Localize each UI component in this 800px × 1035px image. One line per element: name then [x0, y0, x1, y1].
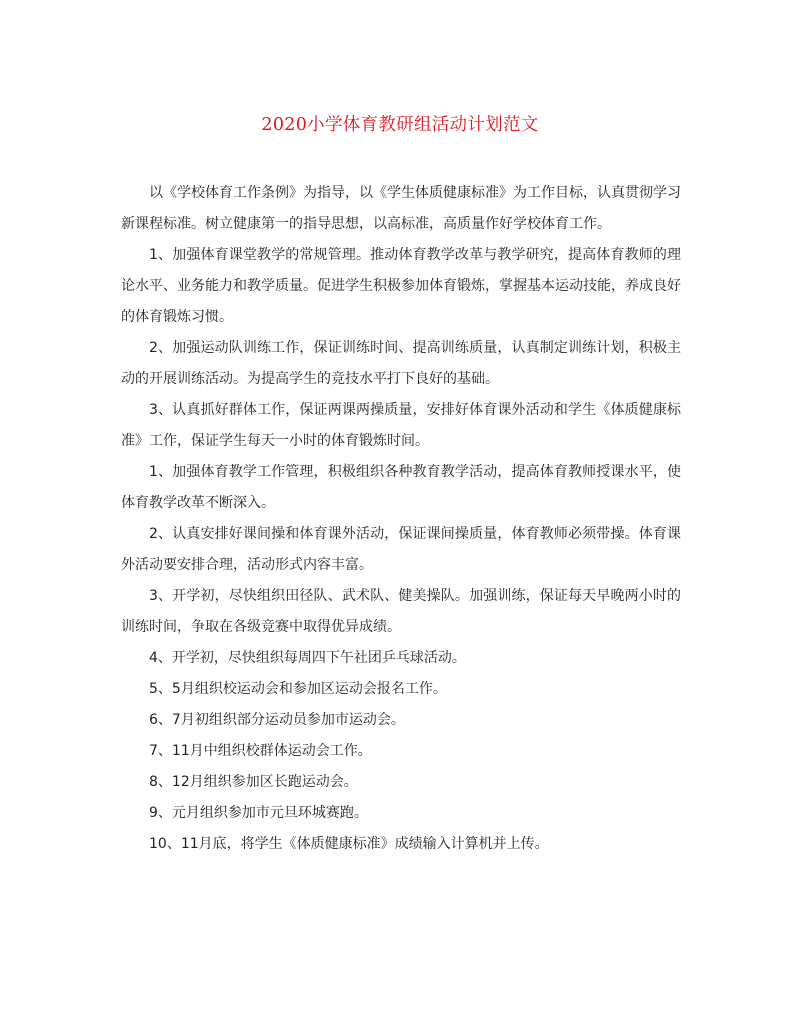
paragraph-item: 2、加强运动队训练工作，保证训练时间、提高训练质量，认真制定训练计划，积极主动的开展训练活动。为提高学生的竞技水平打下良好的基础。: [121, 340, 681, 387]
paragraph-item: 9、元月组织参加市元旦环城赛跑。: [149, 805, 368, 821]
paragraph-item: 3、认真抓好群体工作，保证两课两操质量，安排好体育课外活动和学生《体质健康标准》工作，保证学生每天一小时的体育锻炼时间。: [121, 402, 681, 449]
paragraph-item: 7、11月中组织校群体运动会工作。: [149, 743, 372, 759]
paragraph-item: 5、5月组织校运动会和参加区运动会报名工作。: [149, 681, 447, 697]
paragraph-item: 8、12月组织参加区长跑运动会。: [149, 774, 358, 790]
paragraph-item: 4、开学初，尽快组织每周四下午社团乒乓球活动。: [149, 650, 466, 666]
paragraph-item: 6、7月初组织部分运动员参加市运动会。: [149, 712, 405, 728]
paragraph-intro: 以《学校体育工作条例》为指导，以《学生体质健康标准》为工作目标，认真贯彻学习新课程标准。树立健康第一的指导思想，以高标准，高质量作好学校体育工作。: [121, 185, 681, 232]
paragraph-item: 10、11月底，将学生《体质健康标准》成绩输入计算机并上传。: [149, 836, 549, 852]
document-body: [121, 178, 681, 860]
paragraph-item: 1、加强体育课堂教学的常规管理。推动体育教学改革与教学研究，提高体育教师的理论水平、业务能力和教学质量。促进学生积极参加体育锻炼，掌握基本运动技能，养成良好的体育锻炼习惯。: [121, 247, 681, 325]
paragraph-item: 3、开学初，尽快组织田径队、武术队、健美操队。加强训练，保证每天早晚两小时的训练时间，争取在各级竞赛中取得优异成绩。: [121, 588, 681, 635]
document-title: 2020小学体育教研组活动计划范文: [261, 115, 539, 135]
paragraph-item: 1、加强体育教学工作管理，积极组织各种教育教学活动，提高体育教师授课水平，使体育教学改革不断深入。: [121, 464, 681, 511]
paragraph-item: 2、认真安排好课间操和体育课外活动，保证课间操质量，体育教师必须带操。体育课外活动要安排合理，活动形式内容丰富。: [121, 526, 681, 573]
